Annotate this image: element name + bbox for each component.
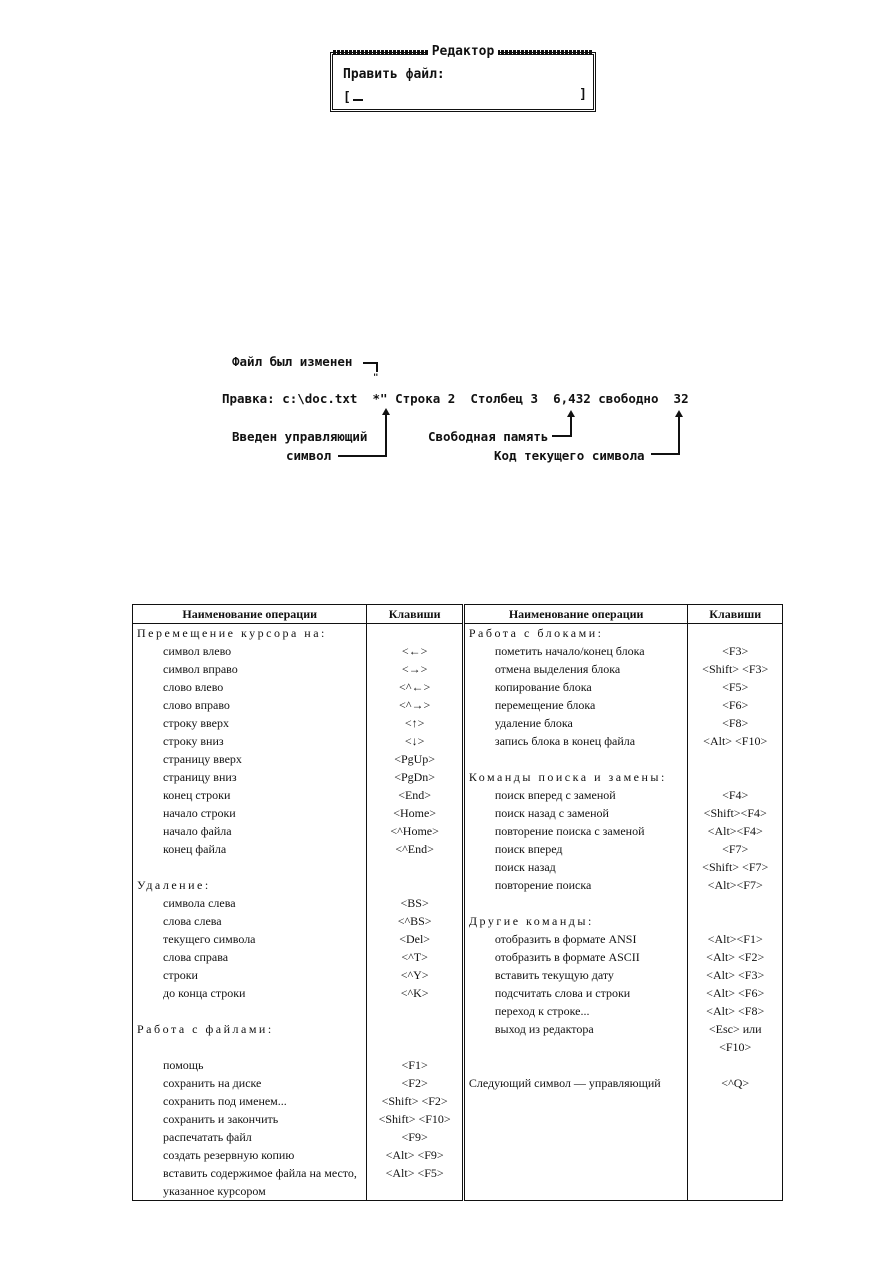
operation-cell: символа слева: [133, 894, 367, 912]
keys-cell: <Shift> <F7>: [702, 860, 769, 874]
keys-cell: <F1>: [367, 1056, 463, 1074]
text-cursor: [353, 87, 363, 101]
keys-cell: <Alt> <F3>: [706, 968, 765, 982]
empty-cell: [688, 750, 783, 768]
operation-cell: слова справа: [133, 948, 367, 966]
table-row: [133, 876, 783, 894]
keys-cell: <PgUp>: [367, 750, 463, 768]
operation-cell: переход к строке...: [463, 1002, 688, 1020]
operation-cell: отмена выделения блока: [463, 660, 688, 678]
operation-cell: слово вправо: [133, 696, 367, 714]
table-row: [133, 642, 783, 660]
keys-cell: <Alt><F4>: [707, 824, 763, 838]
empty-cell: [367, 1020, 463, 1056]
keys-cell: <Shift> <F3>: [702, 662, 769, 676]
operation-cell: повторение поиска с заменой: [463, 822, 688, 840]
keys-cell: <^Y>: [367, 966, 463, 984]
dialog-label: Править файл:: [343, 67, 445, 82]
keys-cell: <F4>: [722, 788, 749, 802]
operation-cell: сохранить под именем...: [133, 1092, 367, 1110]
operation-cell: отобразить в формате ANSI: [463, 930, 688, 948]
table-row: [133, 822, 783, 840]
keys-cell: <↓>: [367, 732, 463, 750]
empty-cell: [367, 624, 463, 643]
operation-cell: пометить начало/конец блока: [463, 642, 688, 660]
empty-cell: [367, 876, 463, 894]
table-row: [133, 894, 783, 912]
operation-cell: страницу вниз: [133, 768, 367, 786]
table-row: [133, 786, 783, 804]
empty-cell: [367, 1002, 463, 1020]
operation-cell: конец строки: [133, 786, 367, 804]
table-row: [133, 1164, 783, 1201]
table-row: [133, 1128, 783, 1146]
operation-cell: символ вправо: [133, 660, 367, 678]
keys-cell: <PgDn>: [367, 768, 463, 786]
label-free-memory: Свободная память: [428, 429, 549, 444]
connector: [651, 453, 680, 455]
operation-cell: сохранить на диске: [133, 1074, 367, 1092]
keys-cell: <^Q>: [721, 1076, 750, 1090]
table-row: [133, 678, 783, 696]
connector: [678, 416, 680, 454]
operation-cell: отобразить в формате ASCII: [463, 948, 688, 966]
keys-cell: <^End>: [367, 840, 463, 858]
operation-cell: строку вниз: [133, 732, 367, 750]
table-row: [133, 1146, 783, 1164]
empty-cell: [688, 1164, 783, 1201]
operation-cell: помощь: [133, 1056, 367, 1074]
empty-cell: [463, 1110, 688, 1128]
keys-cell: <Alt> <F6>: [706, 986, 765, 1000]
operation-cell: перемещение блока: [463, 696, 688, 714]
keys-cell: <Alt> <F9>: [367, 1146, 463, 1164]
connector: [376, 362, 378, 372]
table-row: [133, 912, 783, 930]
operation-cell: подсчитать слова и строки: [463, 984, 688, 1002]
section-heading: Команды поиска и замены:: [463, 768, 688, 786]
keys-cell: <Home>: [367, 804, 463, 822]
empty-cell: [688, 912, 783, 930]
table-header-row: [133, 605, 783, 624]
operation-cell: создать резервную копию: [133, 1146, 367, 1164]
keys-cell: <^T>: [367, 948, 463, 966]
keys-cell: <^→>: [367, 696, 463, 714]
empty-cell: [688, 1128, 783, 1146]
table-row: [133, 660, 783, 678]
empty-cell: [463, 1146, 688, 1164]
operation-cell: конец файла: [133, 840, 367, 858]
operation-cell: начало строки: [133, 804, 367, 822]
keys-cell: <←>: [367, 642, 463, 660]
table-row: [133, 930, 783, 948]
operation-cell: копирование блока: [463, 678, 688, 696]
table-row: [133, 768, 783, 786]
operation-cell: запись блока в конец файла: [463, 732, 688, 750]
table-row: [133, 714, 783, 732]
operation-cell: строку вверх: [133, 714, 367, 732]
operation-cell: удаление блока: [463, 714, 688, 732]
operation-cell: начало файла: [133, 822, 367, 840]
keys-cell: <Alt> <F10>: [703, 734, 768, 748]
section-heading: Перемещение курсора на:: [133, 624, 367, 643]
file-input[interactable]: [343, 87, 587, 105]
open-bracket: [: [343, 90, 351, 105]
operation-cell: текущего символа: [133, 930, 367, 948]
table-row: [133, 750, 783, 768]
section-heading: Другие команды:: [463, 912, 688, 930]
empty-cell: [133, 1002, 367, 1020]
keys-cell: <Del>: [367, 930, 463, 948]
empty-cell: [688, 1092, 783, 1110]
keys-cell: <Shift> <F2>: [367, 1092, 463, 1110]
table-row: [133, 966, 783, 984]
table-row: [133, 948, 783, 966]
editor-dialog: [330, 44, 596, 112]
operation-cell: вставить текущую дату: [463, 966, 688, 984]
keys-cell: <Alt> <F5>: [367, 1164, 463, 1201]
table-row: [133, 1056, 783, 1074]
operation-cell: слова слева: [133, 912, 367, 930]
empty-cell: [367, 858, 463, 876]
section-heading: Работа с блоками:: [463, 624, 688, 643]
operation-cell: распечатать файл: [133, 1128, 367, 1146]
key-commands-table: [132, 604, 783, 1201]
keys-cell: <F9>: [367, 1128, 463, 1146]
empty-cell: [463, 1092, 688, 1110]
keys-cell: <End>: [367, 786, 463, 804]
table-row: [133, 840, 783, 858]
operation-cell: поиск назад: [463, 858, 688, 876]
table-row: [133, 732, 783, 750]
label-control-char: Введен управляющий: [232, 429, 368, 444]
keys-cell: <F3>: [722, 644, 749, 658]
empty-cell: [688, 1146, 783, 1164]
operation-cell: поиск назад с заменой: [463, 804, 688, 822]
keys-cell: <F8>: [722, 716, 749, 730]
table-body: [133, 624, 783, 1201]
operation-cell: выход из редактора: [463, 1020, 688, 1056]
keys-cell: <F2>: [367, 1074, 463, 1092]
operation-cell: вставить содержимое файла на место, указанное курсором: [133, 1164, 367, 1201]
table-row: [133, 984, 783, 1002]
keys-cell: <Alt><F7>: [707, 878, 763, 892]
keys-cell: <F7>: [722, 842, 749, 856]
empty-cell: [688, 624, 783, 643]
keys-cell: <^Home>: [367, 822, 463, 840]
keys-cell: <Shift><F4>: [703, 806, 767, 820]
operation-cell: до конца строки: [133, 984, 367, 1002]
header-operation: Наименование операции: [133, 605, 367, 624]
empty-cell: [688, 1110, 783, 1128]
table-row: [133, 1092, 783, 1110]
table-row: [133, 1074, 783, 1092]
keys-cell: <F5>: [722, 680, 749, 694]
changed-mark: ": [373, 373, 379, 383]
connector: [570, 416, 572, 436]
keys-cell: <→>: [367, 660, 463, 678]
keys-cell: <^←>: [367, 678, 463, 696]
operation-cell: символ влево: [133, 642, 367, 660]
empty-cell: [688, 768, 783, 786]
connector: [552, 435, 572, 437]
empty-cell: [463, 1056, 688, 1074]
keys-cell: <^BS>: [367, 912, 463, 930]
operation-cell: слово влево: [133, 678, 367, 696]
operation-cell: поиск вперед с заменой: [463, 786, 688, 804]
header-keys: Клавиши: [367, 605, 463, 624]
empty-cell: [688, 1056, 783, 1074]
connector: [338, 455, 387, 457]
keys-cell: <Alt> <F2>: [706, 950, 765, 964]
keys-cell: <Shift> <F10>: [367, 1110, 463, 1128]
keys-cell: <BS>: [367, 894, 463, 912]
table-row: [133, 1020, 783, 1056]
operation-cell: повторение поиска: [463, 876, 688, 894]
table-row: [133, 696, 783, 714]
header-keys: Клавиши: [688, 605, 783, 624]
keys-cell: <F6>: [722, 698, 749, 712]
operation-cell: страницу вверх: [133, 750, 367, 768]
section-heading: Удаление:: [133, 876, 367, 894]
header-operation: Наименование операции: [463, 605, 688, 624]
empty-cell: [463, 750, 688, 768]
table-row: [133, 1110, 783, 1128]
table-row: [133, 858, 783, 876]
section-heading: Работа с файлами:: [133, 1020, 367, 1056]
label-char-code: Код текущего символа: [494, 448, 645, 463]
keys-cell: <Alt> <F8>: [706, 1004, 765, 1018]
keys-cell: <^K>: [367, 984, 463, 1002]
operation-cell: строки: [133, 966, 367, 984]
dialog-title: Редактор: [333, 44, 593, 60]
keys-cell: <↑>: [367, 714, 463, 732]
connector: [385, 414, 387, 456]
empty-cell: [688, 894, 783, 912]
operation-cell: поиск вперед: [463, 840, 688, 858]
empty-cell: [463, 1128, 688, 1146]
table-row: [133, 1002, 783, 1020]
empty-cell: [463, 1164, 688, 1201]
label-control-char-2: символ: [286, 448, 332, 463]
empty-cell: [133, 858, 367, 876]
operation-cell: Следующий символ — управляющий: [463, 1074, 688, 1092]
label-file-changed: Файл был изменен: [232, 354, 353, 369]
keys-cell: <Alt><F1>: [707, 932, 763, 946]
operation-cell: сохранить и закончить: [133, 1110, 367, 1128]
close-bracket: ]: [579, 87, 587, 102]
status-line: Правка: c:\doc.txt *" Строка 2 Столбец 3 6,432 свободно 32: [222, 391, 689, 406]
table-row: [133, 804, 783, 822]
keys-cell: <Esc> или <F10>: [708, 1022, 762, 1054]
table-row: [133, 624, 783, 643]
empty-cell: [463, 894, 688, 912]
connector: [363, 362, 377, 364]
